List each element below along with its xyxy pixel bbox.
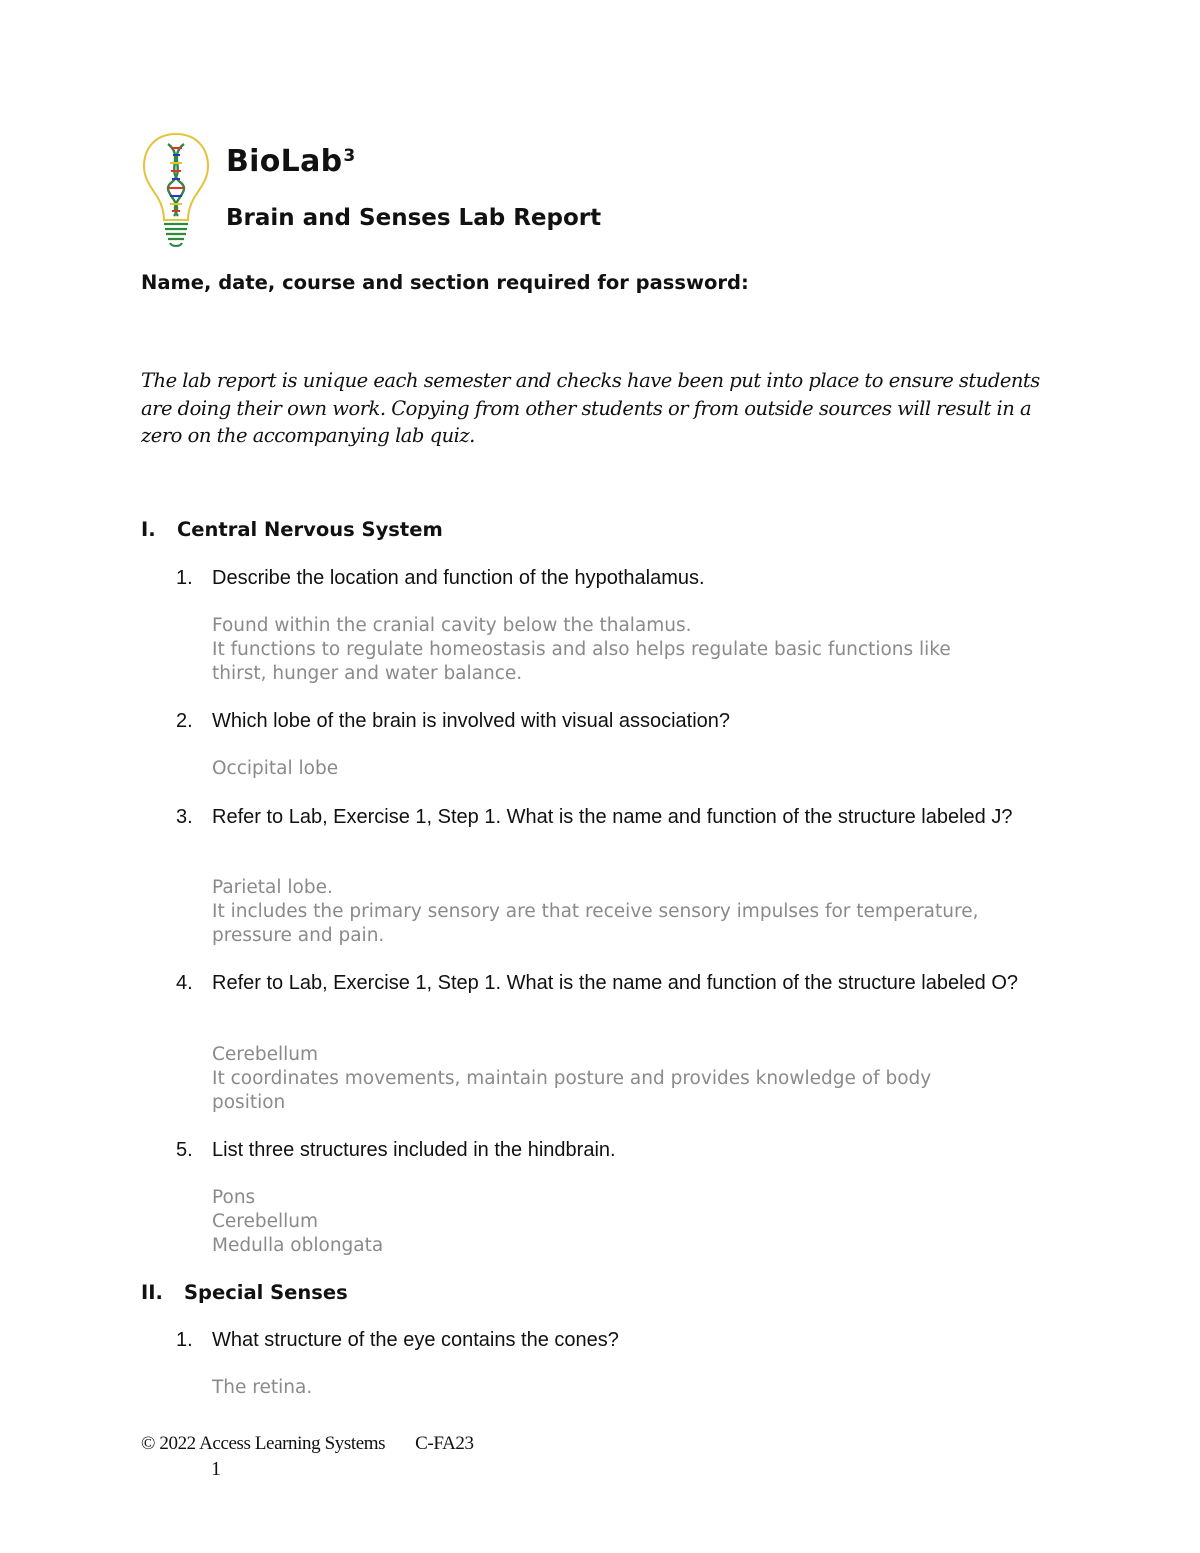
answer-line: position (212, 1092, 286, 1113)
section-number: II. (141, 1281, 163, 1304)
app-title (226, 144, 356, 179)
answer-line: Occipital lobe (212, 758, 339, 779)
question (176, 971, 1056, 995)
report-title: Brain and Senses Lab Report (226, 205, 602, 231)
question-number: 3. (176, 806, 193, 828)
question-number: 4. (176, 972, 193, 994)
brand-superscript: 3 (343, 146, 356, 166)
answer-line: thirst, hunger and water balance. (212, 663, 523, 684)
section-title: Special Senses (184, 1281, 348, 1304)
section-heading (141, 1281, 348, 1304)
answer-line: Found within the cranial cavity below the thalamus. (212, 615, 692, 636)
lightbulb-dna-icon (140, 130, 212, 250)
question-number: 2. (176, 710, 193, 732)
section-heading (141, 518, 443, 541)
question-number: 1. (176, 567, 193, 589)
question-number: 5. (176, 1139, 193, 1161)
answer (212, 1186, 1072, 1258)
answer-line: It coordinates movements, maintain posture and provides knowledge of body (212, 1068, 932, 1089)
question-text: Describe the location and function of the hypothalamus. (212, 567, 705, 589)
answer (212, 876, 1072, 948)
page-number: 1 (211, 1458, 221, 1480)
question (176, 1138, 1056, 1162)
answer-line: Pons (212, 1187, 256, 1208)
course-code: C-FA23 (415, 1433, 474, 1454)
copyright-text: © 2022 Access Learning Systems (141, 1433, 386, 1454)
answer-line: It functions to regulate homeostasis and also helps regulate basic functions like (212, 639, 951, 660)
answer-line: The retina. (212, 1377, 313, 1398)
question (176, 566, 1056, 590)
question (176, 1328, 1056, 1352)
footer (141, 1433, 474, 1455)
section-number: I. (141, 518, 156, 541)
biolab-logo (140, 130, 212, 250)
section-title: Central Nervous System (177, 518, 443, 541)
answer (212, 757, 1072, 781)
answer-line: It includes the primary sensory are that receive sensory impulses for temperature, (212, 901, 979, 922)
answer (212, 614, 1072, 686)
brand-name: BioLab (226, 144, 343, 179)
answer-line: pressure and pain. (212, 925, 385, 946)
question-text: List three structures included in the hindbrain. (212, 1139, 616, 1161)
password-instructions: Name, date, course and section required for password: (141, 271, 749, 294)
answer-line: Parietal lobe. (212, 877, 333, 898)
answer (212, 1376, 1072, 1400)
question-text: Which lobe of the brain is involved with visual association? (212, 710, 731, 732)
answer-line: Medulla oblongata (212, 1235, 384, 1256)
question (176, 709, 1056, 733)
question-text: Refer to Lab, Exercise 1, Step 1. What is the name and function of the structure labeled O? (212, 972, 1019, 994)
question (176, 805, 1056, 829)
question-number: 1. (176, 1329, 193, 1351)
question-text: What structure of the eye contains the cones? (212, 1329, 619, 1351)
answer (212, 1043, 1072, 1115)
answer-line: Cerebellum (212, 1211, 319, 1232)
question-text: Refer to Lab, Exercise 1, Step 1. What is the name and function of the structure labeled J? (212, 806, 1013, 828)
integrity-notice: The lab report is unique each semester and checks have been put into place to ensure students are doing their own work. Copying from other students or from outside sources will result in a zero on the accompanying lab quiz. (141, 369, 1040, 447)
answer-line: Cerebellum (212, 1044, 319, 1065)
